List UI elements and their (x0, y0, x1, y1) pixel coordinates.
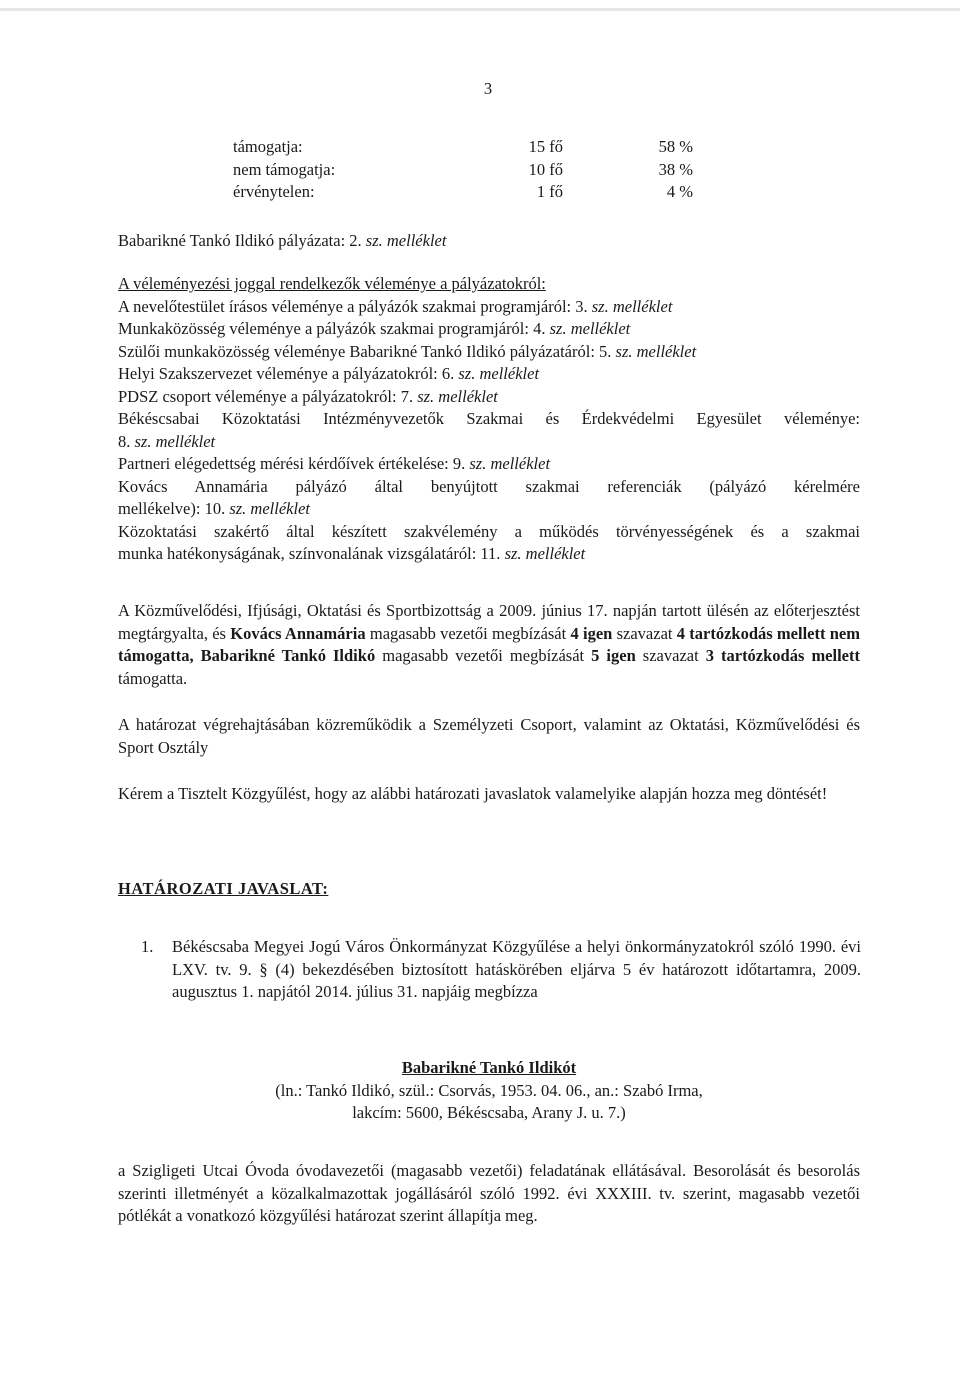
proposal-2-line: Babarikné Tankó Ildikó pályázata: 2. sz. melléklet (118, 231, 447, 250)
page-number: 3 (483, 79, 493, 98)
opinions-section (118, 273, 860, 566)
opinion-references: Kovács Annamária pályázó által benyújtott szakmai referenciák (pályázó kérelmére (118, 476, 860, 496)
opinion-association-ref: 8. sz. melléklet (118, 431, 216, 451)
vote-row-oppose: nem támogatja: 10 fő 38 % (233, 159, 693, 179)
vote-results-table (233, 136, 693, 204)
opinion-association: Békéscsabai Közoktatási Intézményvezetők Szakmai és Érdekvédelmi Egyesület véleménye: (118, 409, 860, 428)
scan-edge-line (0, 8, 960, 11)
appointee-details-1: (ln.: Tankó Ildikó, szül.: Csorvás, 1953. 04. 06., an.: Szabó Irma, (275, 1080, 703, 1100)
opinions-heading: A véleményezési joggal rendelkezők véleménye a pályázatokról: (118, 274, 546, 293)
opinion-union: Helyi Szakszervezet véleménye a pályázatokról: 6. sz. melléklet (118, 364, 540, 383)
appointee-block (118, 1057, 860, 1125)
opinion-parents: Szülői munkaközösség véleménye Babarikné Tankó Ildikó pályázatáról: 5. sz. melléklet (118, 341, 697, 361)
assignment-paragraph: a Szigligeti Utcai Óvoda óvodavezetői (magasabb vezetői) feladatának ellátásával. Besorolását és besorolás szerinti illetményét a közalkalmazottak jogállásáról szóló 1992. évi XXXIII. tv. szerint, magasabb vezetői pótlékát a vonatkozó közgyűlési határozat szerint állapítja meg. (118, 1161, 860, 1225)
opinion-expert-ref: munka hatékonyságának, színvonalának vizsgálatáról: 11. sz. melléklet (118, 544, 586, 563)
implementation-paragraph: A határozat végrehajtásában közreműködik a Személyzeti Csoport, valamint az Oktatási, Közművelődési és Sport Osztály (118, 715, 860, 757)
vote-row-invalid: érvénytelen: 1 fő 4 % (233, 182, 693, 201)
opinion-teachers: A nevelőtestület írásos véleménye a pályázók szakmai programjáról: 3. sz. melléklet (118, 296, 673, 316)
opinion-expert: Közoktatási szakértő által készített szakvélemény a működés törvényességének és a szakmai (118, 521, 860, 541)
appointee-name: Babarikné Tankó Ildikót (401, 1058, 577, 1077)
item-number: 1. (141, 937, 154, 956)
opinion-partner-survey: Partneri elégedettség mérési kérdőívek értékelése: 9. sz. melléklet (118, 454, 551, 473)
appointee-details-2: lakcím: 5600, Békéscsaba, Arany J. u. 7.) (352, 1103, 626, 1122)
request-paragraph: Kérem a Tisztelt Közgyűlést, hogy az alábbi határozati javaslatok valamelyike alapján hozza meg döntését! (118, 784, 828, 803)
resolution-heading: HATÁROZATI JAVASLAT: (118, 879, 329, 898)
committee-paragraph: A Közművelődési, Ifjúsági, Oktatási és Sportbizottság a 2009. június 17. napján tartott ülésén az előterjesztést megtárgyalta, és Kovács Annamária magasabb vezetői megbízását 4 igen szavazat 4 tartózkodás mellett nem támogatta, Babarikné Tankó Ildikó magasabb vezetői megbízását 5 igen szavazat 3 tartózkodás mellett támogatta. (118, 601, 860, 688)
vote-row-support: támogatja: 15 fő 58 % (233, 137, 693, 156)
item-text: Békéscsaba Megyei Jogú Város Önkormányzat Közgyűlése a helyi önkormányzatokról szóló 1990. évi LXV. tv. 9. § (4) bekezdésében biztosított hatáskörében eljárva 5 év határozott időtartamra, 2009. augusztus 1. napjától 2014. július 31. napjáig megbízza (172, 937, 861, 1001)
resolution-item-1 (141, 936, 861, 1004)
opinion-pdsz: PDSZ csoport véleménye a pályázatokról: 7. sz. melléklet (118, 386, 498, 406)
opinion-work-community: Munkaközösség véleménye a pályázók szakmai programjáról: 4. sz. melléklet (118, 319, 631, 338)
opinion-references-ref: mellékelve): 10. sz. melléklet (118, 499, 310, 518)
